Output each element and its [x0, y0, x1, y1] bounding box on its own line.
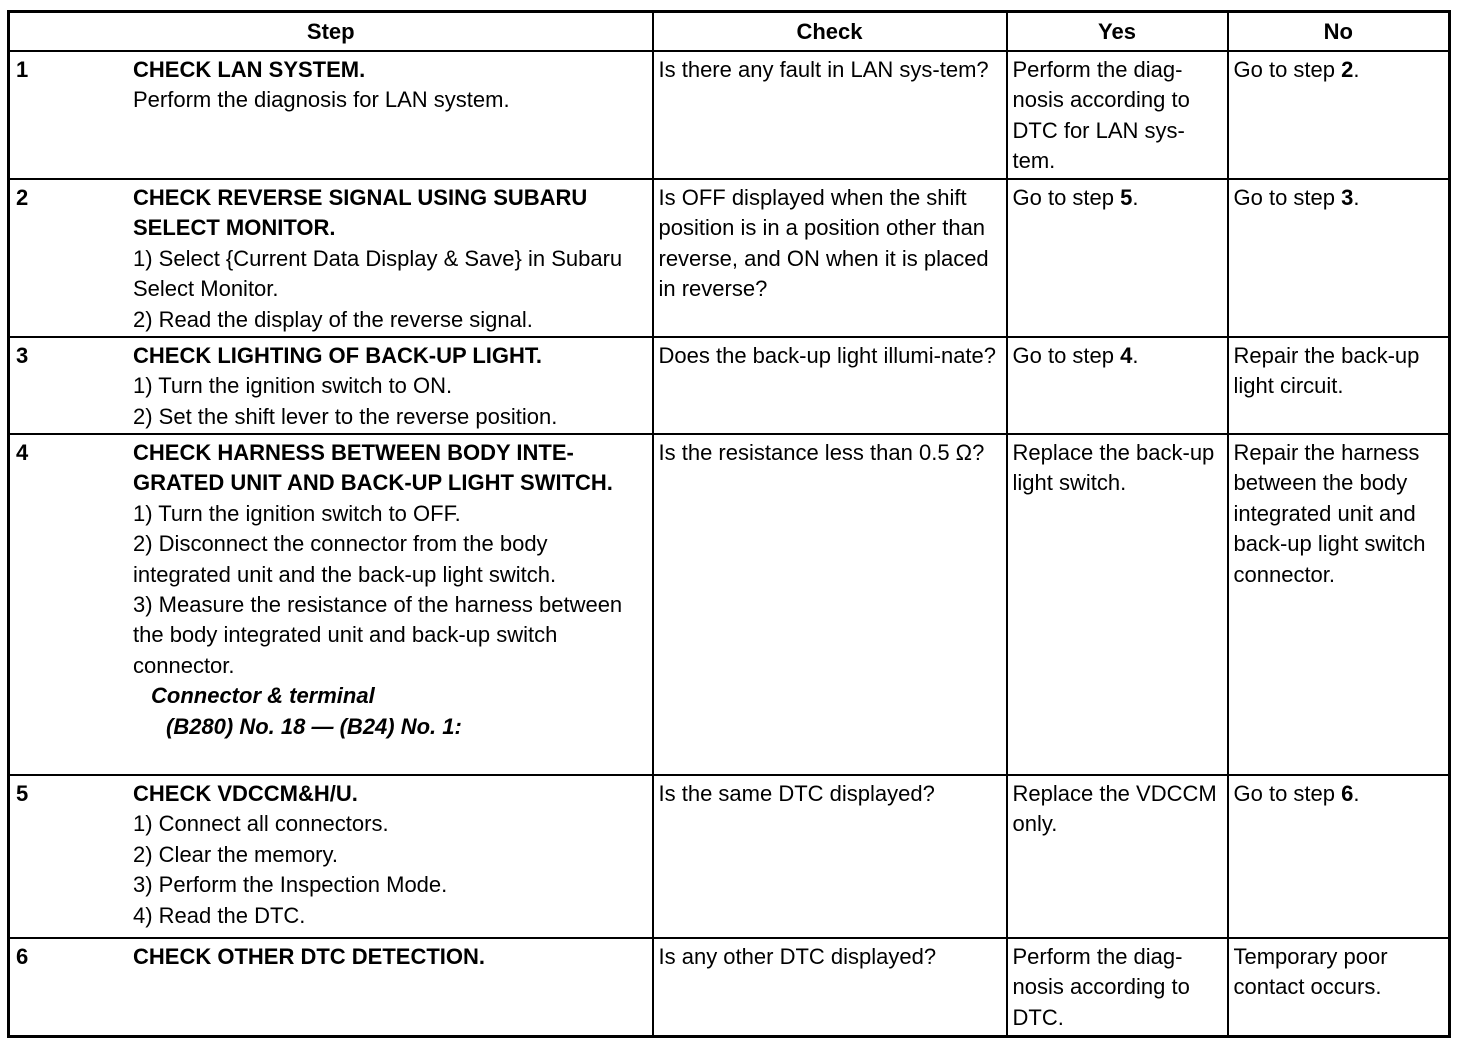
step-number: 1 [16, 57, 29, 82]
check-cell: Is the same DTC displayed? [653, 775, 1007, 938]
no-cell: Repair the back-up light circuit. [1228, 337, 1450, 434]
yes-text: Go to step [1012, 185, 1121, 210]
header-no: No [1228, 12, 1450, 52]
step-instruction: 3) Measure the resistance of the harness between the body integrated unit and back-up switch connector. [133, 592, 623, 678]
step-title: CHECK VDCCM&H/U. [133, 781, 358, 806]
no-step-ref: 3 [1341, 185, 1354, 210]
no-end: . [1353, 781, 1360, 806]
no-cell: Repair the harness between the body integrated unit and back-up light switch connector. [1228, 434, 1450, 775]
yes-cell [1007, 337, 1228, 434]
step-instruction: 2) Set the shift lever to the reverse position. [133, 403, 558, 429]
no-cell [1228, 775, 1450, 938]
step-instruction: 3) Perform the Inspection Mode. [133, 872, 448, 898]
yes-cell: Perform the diag-nosis according to DTC for LAN sys-tem. [1007, 51, 1228, 179]
step-instruction: 1) Connect all connectors. [133, 811, 389, 837]
table-row [9, 434, 1450, 775]
header-row [9, 12, 1450, 52]
step-title: CHECK REVERSE SIGNAL USING SUBARU SELECT MONITOR. [133, 185, 588, 241]
step-cell [9, 51, 653, 179]
step-number: 6 [16, 944, 29, 969]
step-number: 5 [16, 781, 29, 806]
check-cell: Is OFF displayed when the shift position is in a position other than reverse, and ON when it is placed in reverse? [653, 179, 1007, 337]
step-instruction: 2) Disconnect the connector from the body integrated unit and the back-up light switch. [133, 531, 557, 587]
step-instruction: 4) Read the DTC. [133, 902, 306, 928]
step-cell [9, 179, 653, 337]
yes-cell: Replace the back-up light switch. [1007, 434, 1228, 775]
table-row [9, 51, 1450, 179]
step-instruction: 1) Select {Current Data Display & Save} in Subaru Select Monitor. [133, 245, 623, 302]
check-cell: Is any other DTC displayed? [653, 938, 1007, 1036]
no-cell [1228, 51, 1450, 179]
step-title: CHECK OTHER DTC DETECTION. [133, 944, 485, 969]
step-number: 4 [16, 440, 29, 465]
diagnostic-table [7, 10, 1451, 1038]
step-number: 3 [16, 343, 29, 368]
no-step-ref: 2 [1341, 57, 1354, 82]
header-step: Step [9, 12, 653, 52]
header-check: Check [653, 12, 1007, 52]
step-title: CHECK LAN SYSTEM. [133, 57, 366, 82]
no-end: . [1353, 57, 1360, 82]
yes-cell: Perform the diag-nosis according to DTC. [1007, 938, 1228, 1036]
check-cell: Is there any fault in LAN sys-tem? [653, 51, 1007, 179]
step-instruction: 2) Clear the memory. [133, 841, 338, 867]
yes-step-ref: 5 [1120, 185, 1133, 210]
step-instruction: 1) Turn the ignition switch to OFF. [133, 500, 461, 526]
step-cell [9, 434, 653, 775]
step-instruction: 2) Read the display of the reverse signal. [133, 306, 533, 332]
yes-end: . [1132, 185, 1139, 210]
connector-terminal-value: (B280) No. 18 — (B24) No. 1: [166, 713, 462, 739]
no-end: . [1353, 185, 1360, 210]
yes-end: . [1132, 343, 1139, 368]
step-cell [9, 775, 653, 938]
step-instruction: Perform the diagnosis for LAN system. [133, 87, 510, 113]
no-step-ref: 6 [1341, 781, 1354, 806]
step-title: CHECK HARNESS BETWEEN BODY INTE-GRATED UNIT AND BACK-UP LIGHT SWITCH. [133, 440, 613, 496]
step-instruction: 1) Turn the ignition switch to ON. [133, 373, 453, 399]
yes-step-ref: 4 [1120, 343, 1133, 368]
no-cell: Temporary poor contact occurs. [1228, 938, 1450, 1036]
check-cell: Does the back-up light illumi-nate? [653, 337, 1007, 434]
yes-text: Go to step [1012, 343, 1121, 368]
yes-cell: Replace the VDCCM only. [1007, 775, 1228, 938]
no-text: Go to step [1233, 781, 1342, 806]
step-title: CHECK LIGHTING OF BACK-UP LIGHT. [133, 343, 543, 368]
no-cell [1228, 179, 1450, 337]
header-yes: Yes [1007, 12, 1228, 52]
no-text: Go to step [1233, 185, 1342, 210]
step-number: 2 [16, 185, 29, 210]
yes-cell [1007, 179, 1228, 337]
table-row [9, 337, 1450, 434]
connector-terminal-label: Connector & terminal [151, 683, 375, 709]
check-cell: Is the resistance less than 0.5 Ω? [653, 434, 1007, 775]
table-row [9, 179, 1450, 337]
table-row [9, 775, 1450, 938]
no-text: Go to step [1233, 57, 1342, 82]
step-cell [9, 938, 653, 1036]
step-cell [9, 337, 653, 434]
table-row [9, 938, 1450, 1036]
